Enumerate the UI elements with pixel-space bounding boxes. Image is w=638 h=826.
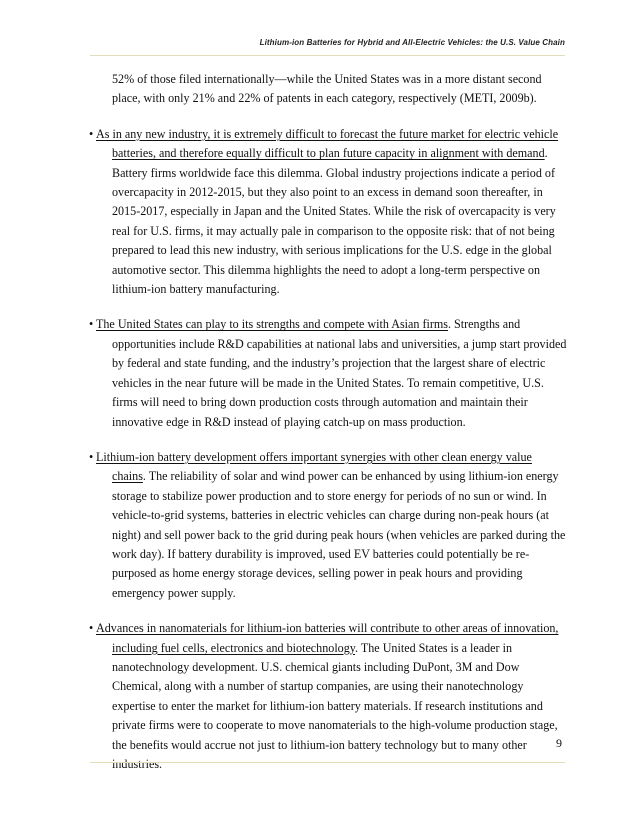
document-body <box>90 70 568 774</box>
bullet-body-text: . The reliability of solar and wind power can be enhanced by using lithium-ion energy storage to stabilize power production and to store energy for periods of no sun or wind. In vehicle-to-grid systems, batteries in electric vehicles can charge during non-peak hours (at night) and sell power back to the grid during peak hours (when vehicles are parked during the work day). If battery durability is improved, used EV batteries could potentially be re-purposed as home energy storage devices, selling power in peak hours and providing emergency power supply. <box>112 469 566 600</box>
bullet-icon: • <box>89 317 94 332</box>
bullet-body-text: . Battery firms worldwide face this dilemma. Global industry projections indicate a period of overcapacity in 2012-2015, but they also point to an excess in demand soon thereafter, in 2015-2017, especially in Japan and the United States. While the risk of overcapacity is very real for U.S. firms, it may actually pale in comparison to the opposite risk: that of not being prepared to lead this new industry, with serious implications for the U.S. edge in the global automotive sector. This dilemma highlights the need to adopt a long-term perspective on lithium-ion battery manufacturing. <box>112 146 556 297</box>
footer-divider <box>90 762 565 763</box>
bullet-body-text: . Strengths and opportunities include R&D capabilities at national labs and universities, a jump start provided by federal and state funding, and the industry’s projection that the largest share of electric vehicles in the near future will be made in the United States. To remain competitive, U.S. firms will need to bring down production costs through automation and maintain their innovative edge in R&D instead of playing catch-up on mass production. <box>112 317 567 429</box>
header-divider <box>90 55 565 56</box>
bullet-lead-text: The United States can play to its strengths and compete with Asian firms <box>96 317 448 332</box>
bullet-icon: • <box>89 449 94 464</box>
bullet-item-synergies <box>90 448 568 603</box>
intro-paragraph: 52% of those filed internationally—while the United States was in a more distant second place, with only 21% and 22% of patents in each category, respectively (METI, 2009b). <box>112 72 542 106</box>
bullet-body-text: . The United States is a leader in nanotechnology development. U.S. chemical giants including DuPont, 3M and Dow Chemical, along with a number of startup companies, are using their nanotechnology expertise to enter the market for lithium-ion battery materials. If research institutions and private firms were to cooperate to move nanomaterials to the high-volume production stage, the benefits would accrue not just to lithium-ion battery technology but to many other industries. <box>112 640 558 771</box>
bullet-lead-text: Lithium-ion battery development offers important synergies with other clean energy value chains <box>96 449 532 484</box>
bullet-item-strengths <box>90 315 568 431</box>
bullet-item-forecast <box>90 125 568 300</box>
page-number: 9 <box>556 736 562 750</box>
bullet-icon: • <box>89 126 94 141</box>
bullet-item-nanomaterials <box>90 619 568 774</box>
bullet-lead-text: Advances in nanomaterials for lithium-ion batteries will contribute to other areas of innovation, including fuel cells, electronics and biotechnology <box>96 621 559 655</box>
bullet-lead-text: As in any new industry, it is extremely difficult to forecast the future market for electric vehicle batteries, and therefore equally difficult to plan future capacity in alignment with demand <box>96 126 559 161</box>
running-header: Lithium-ion Batteries for Hybrid and All-Electric Vehicles: the U.S. Value Chain <box>259 38 565 47</box>
bullet-icon: • <box>89 621 94 636</box>
